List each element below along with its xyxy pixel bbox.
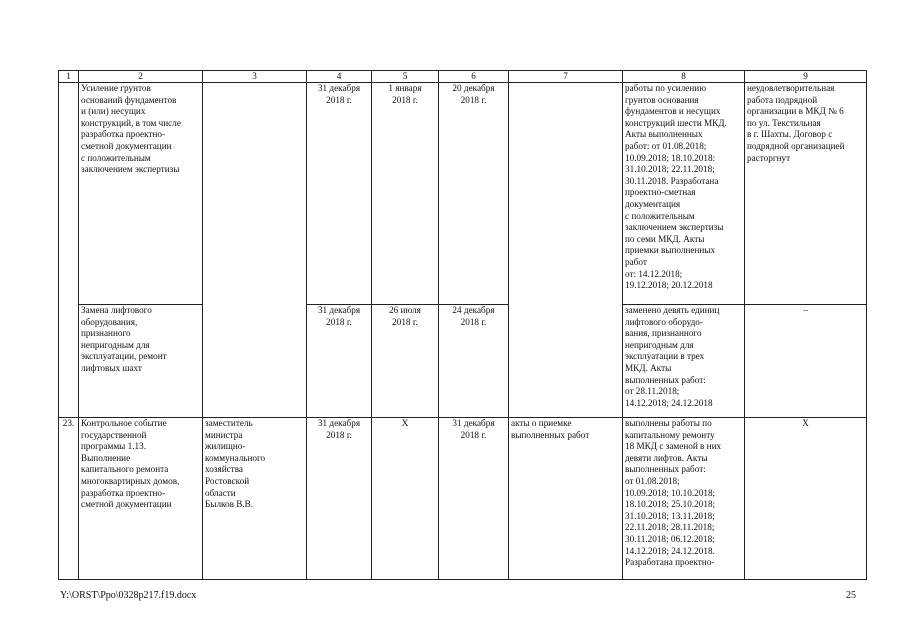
reason-cell: Х — [745, 418, 867, 580]
fact-end-cell: 20 декабря 2018 г. — [439, 83, 509, 305]
fact-end-cell: 24 декабря 2018 г. — [439, 305, 509, 418]
reason-cell: неудовлетворительная работа подрядной организации в МКД № 6 по ул. Текстильная в г. Шахты. Договор с подрядной организацией расторгнут — [745, 83, 867, 305]
event-cell: Контрольное событие государственной программы 1.13. Выполнение капитального ремонта многоквартирных домов, разработка проектно- сметной документации — [79, 418, 203, 580]
doc-type-cell — [509, 83, 623, 305]
column-number: 2 — [79, 71, 203, 83]
responsible-cell — [203, 305, 307, 418]
result-cell: заменено девять единиц лифтового оборудо- вания, признанного непригодным для эксплуатации в трех МКД. Акты выполненных работ: от 28.11.2018; 14.12.2018; 24.12.2018 — [623, 305, 745, 418]
planned-date-cell: 31 декабря 2018 г. — [307, 418, 372, 580]
doc-type-cell — [509, 305, 623, 418]
table-row — [59, 83, 867, 305]
column-number: 4 — [307, 71, 372, 83]
reason-cell: – — [745, 305, 867, 418]
column-number-row — [59, 71, 867, 83]
event-cell: Усиление грунтов оснований фундаментов и (или) несущих конструкций, в том числе разработка проектно- сметной документации с положительным заключением экспертизы — [79, 83, 203, 305]
page-number: 25 — [846, 590, 856, 601]
column-number: 1 — [59, 71, 79, 83]
table-row — [59, 418, 867, 580]
fact-end-cell: 31 декабря 2018 г. — [439, 418, 509, 580]
table-row — [59, 305, 867, 418]
planned-date-cell: 31 декабря 2018 г. — [307, 83, 372, 305]
planned-date-cell: 31 декабря 2018 г. — [307, 305, 372, 418]
column-number: 3 — [203, 71, 307, 83]
footer-file-path: Y:\ORST\Ppo\0328p217.f19.docx — [60, 590, 197, 601]
row-number — [59, 305, 79, 418]
column-number: 6 — [439, 71, 509, 83]
responsible-cell: заместитель министра жилищно- коммунального хозяйства Ростовской области Былков В.В. — [203, 418, 307, 580]
row-number: 23. — [59, 418, 79, 580]
column-number: 9 — [745, 71, 867, 83]
fact-start-cell: 26 июля 2018 г. — [372, 305, 439, 418]
responsible-cell — [203, 83, 307, 305]
column-number: 7 — [509, 71, 623, 83]
result-cell: выполнены работы по капитальному ремонту 18 МКД с заменой в них девяти лифтов. Акты выполненных работ: от 01.08.2018; 10.09.2018; 10.10.2018; 18.10.2018; 25.10.2018; 31.10.2018; 13.11.2018; 22.11.2018; 28.11.2018; 30.11.2018; 06.12.2018; 14.12.2018; 24.12.2018. Разработана проектно- — [623, 418, 745, 580]
row-number — [59, 83, 79, 305]
fact-start-cell: Х — [372, 418, 439, 580]
result-cell: работы по усилению грунтов основания фундаментов и несущих конструкций шести МКД. Акты выполненных работ: от 01.08.2018; 10.09.2018; 18.10.2018: 31.10.2018; 22.11.2018; 30.11.2018. Разработана проектно-сметная документация с положительным заключением экспертизы по семи МКД. Акты приемки выполненных работ от: 14.12.2018; 19.12.2018; 20.12.2018 — [623, 83, 745, 305]
column-number: 8 — [623, 71, 745, 83]
report-table — [58, 70, 867, 580]
column-number: 5 — [372, 71, 439, 83]
event-cell: Замена лифтового оборудования, признанного непригодным для эксплуатации, ремонт лифтовых шахт — [79, 305, 203, 418]
fact-start-cell: 1 января 2018 г. — [372, 83, 439, 305]
doc-type-cell: акты о приемке выполненных работ — [509, 418, 623, 580]
